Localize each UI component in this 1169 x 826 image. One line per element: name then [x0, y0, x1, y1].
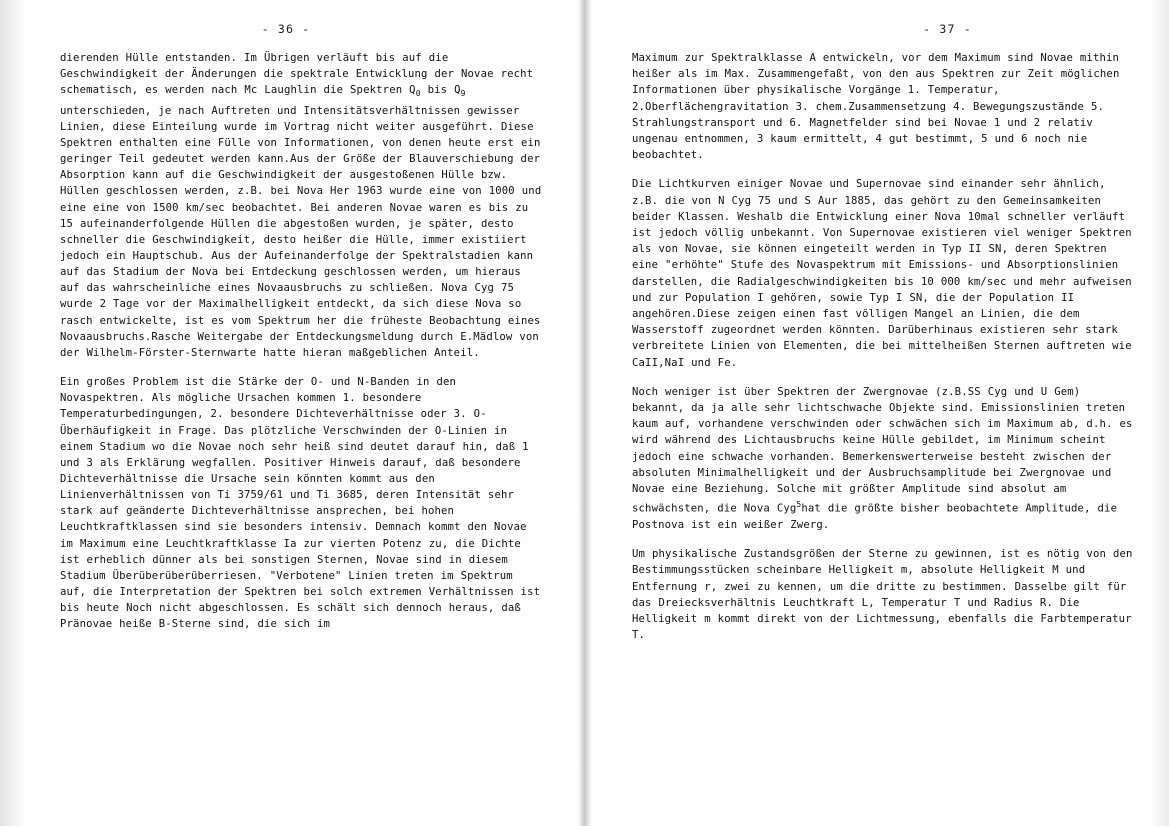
book-gutter-shadow [578, 0, 592, 826]
page-number-right: - 37 - [923, 22, 972, 36]
right-page-body [632, 50, 1133, 643]
paragraph: dierenden Hülle entstanden. Im Übrigen verläuft bis auf die Geschwindigkeit der Änderungen die spektrale Entwicklung der Novae recht schematisch, es werden nach Mc Laughlin die Spektren $Q_0$ bis $Q_9$ unterschieden, je nach Auftreten und Intensitätsverhältnissen gewisser Linien, diese Einteilung wurde im Vortrag nicht weiter ausgeführt. Diese Spektren enthalten eine Fülle von Informationen, von denen heute erst ein geringer Teil gedeutet werden kann.Aus der Größe der Blauverschiebung der Absorption kann auf die Geschwindigkeit der ausgestoßenen Hülle bzw. Hüllen geschlossen werden, z.B. bei Nova Her 1963 wurde eine von 1000 und eine eine von 1500 km/sec beobachtet. Bei anderen Novae waren es bis zu 15 aufeinanderfolgende Hüllen die abgestoßen wurden, je später, desto schneller die Geschwindigkeit, desto heißer die Hülle, immer existiiert jedoch ein Hauptschub. Aus der Aufeinanderfolge der Spektralstadien kann auf das Stadium der Nova bei Entdeckung geschlossen werden, um hieraus auf das wahrscheinliche eines Novaausbruchs zu schließen. Nova Cyg 75 wurde 2 Tage vor der Maximalhelligkeit entdeckt, da sich diese Nova so rasch entwickelte, ist es vom Spektrum her die früheste Beobachtung eines Novaausbruchs.Rasche Weitergabe der Entdeckungsmeldung durch E.Mädlow von der Wilhelm-Förster-Sternwarte hatte hieran maßgeblichen Anteil. [60, 52, 542, 359]
right-page [592, 0, 1169, 826]
paragraph: Ein großes Problem ist die Stärke der O- und N-Banden in den Novaspektren. Als mögliche Ursachen kommen 1. besondere Temperaturbedingungen, 2. besondere Dichteverhältnisse oder 3. O-Überhäufigkeit in Frage. Das plötzliche Verschwinden der O-Linien in einem Stadium wo die Novae noch sehr heiß sind deutet darauf hin, daß 1 und 3 als Erklärung wegfallen. Positiver Hinweis darauf, daß besondere Dichteverhältnisse die Ursache sein könnten kommt aus den Linienverhältnissen von Ti 3759/61 und Ti 3685, deren Intensität sehr stark auf geänderte Dichteverhältnisse ansprechen, bei hohen Leuchtkraftklassen sind sie besonders intensiv. Demnach kommt den Novae im Maximum eine Leuchtkraftklasse Ia zur vierten Potenz zu, die Dichte ist erheblich dünner als bei sonstigen Sternen, Novae sind in diesem Stadium Überüberüberüberriesen. "Verbotene" Linien treten im Spektrum auf, die Interpretation der Spektren bei solch extremen Verhältnissen ist bis heute Noch nicht abgeschlossen. Es schält sich dennoch heraus, daß Pränovae heiße B-Sterne sind, die sich im [60, 376, 541, 631]
paragraph: Um physikalische Zustandsgrößen der Sterne zu gewinnen, ist es nötig von den Bestimmungsstücken scheinbare Helligkeit m, absolute Helligkeit M und Entfernung r, zwei zu kennen, um die dritte zu bestimmen. Dasselbe gilt für das Dreiecksverhältnis Leuchtkraft L, Temperatur T und Radius R. Die Helligkeit m kommt direkt von der Lichtmessung, ebenfalls die Farbtemperatur T. [632, 548, 1133, 642]
paragraph: Noch weniger ist über Spektren der Zwergnovae (z.B.SS Cyg und U Gem) bekannt, da ja alle sehr lichtschwache Objekte sind. Emissionslinien treten kaum auf, vorhandene verschwinden oder schwächen sich im Maximum ab, d.h. es wird während des Lichtausbruchs keine Hülle gebildet, im Minimum scheint jedoch eine schwache vorhanden. Bemerkenswerterweise besteht zwischen der absoluten Minimalhelligkeit und der Ausbruchsamplitude bei Zwergnovae und Novae eine Beziehung. Solche mit größter Amplitude sind absolut am schwächsten, die Nova Cyg$^5$hat die größte bisher beobachtete Amplitude, die Postnova ist ein weißer Zwerg. [632, 385, 1133, 532]
page-number-left: - 36 - [261, 22, 311, 36]
paragraph: Die Lichtkurven einiger Novae und Supernovae sind einander sehr ähnlich, z.B. die von N Cyg 75 und S Aur 1885, das gehört zu den Gemeinsamkeiten beider Klassen. Weshalb die Entwicklung einer Nova 10mal schneller verläuft ist jedoch völlig unbekannt. Von Supernovae existieren viel weniger Spektren als von Novae, sie können eingeteilt werden in Typ II SN, deren Spektren eine "erhöhte" Stufe des Novaspektrum mit Emissions- und Absorptionslinien darstellen, die Radialgeschwindigkeiten bis 10 000 km/sec und mehr aufweisen und zur Population I gehören, sowie Typ I SN, die der Population II angehören.Diese zeigen einen fast völligen Mangel an Linien, die dem Wasserstoff zugeordnet werden könnten. Darüberhinaus existieren sehr stark verbreitete Linien von Elementen, die bei mittelheißen Sternen auftreten wie CaII,NaI und Fe. [632, 178, 1132, 369]
left-page-body [60, 50, 542, 633]
left-page [0, 0, 580, 826]
paragraph: Maximum zur Spektralklasse A entwickeln, vor dem Maximum sind Novae mithin heißer als im Max. Zusammengefaßt, von den aus Spektren zur Zeit möglichen Informationen über physikalische Vorgänge 1. Temperatur, 2.Oberflächengravitation 3. chem.Zusammensetzung 4. Bewegungszustände 5. Strahlungstransport und 6. Magnetfelder sind bei Novae 1 und 2 relativ ungenau entnommen, 3 kaum ermittelt, 4 gut bestimmt, 5 und 6 noch nie beobachtet. [632, 52, 1120, 162]
